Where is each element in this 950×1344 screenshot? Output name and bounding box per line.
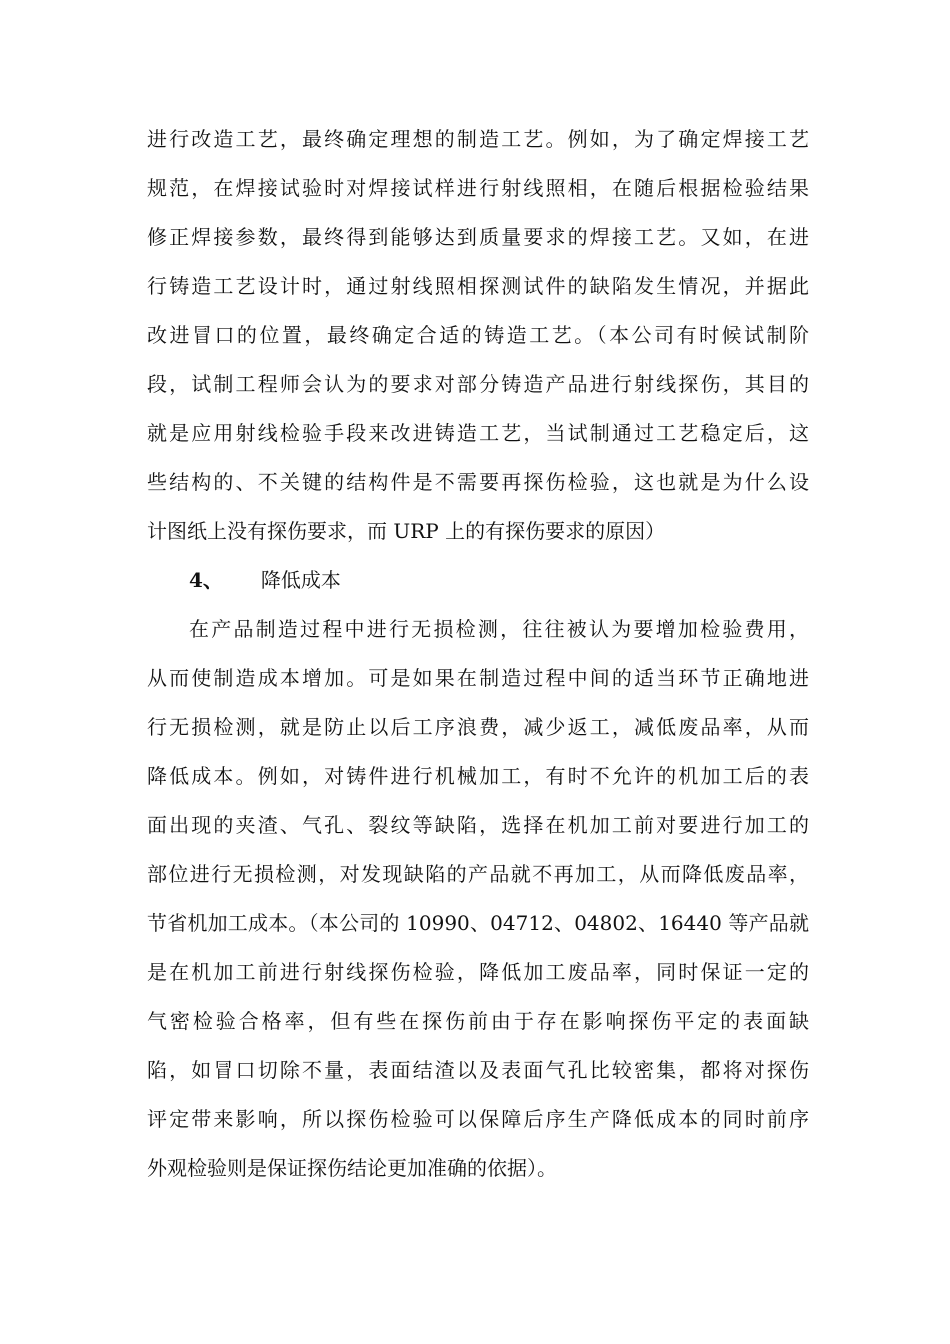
text-line: 修正焊接参数，最终得到能够达到质量要求的焊接工艺。又如，在进 xyxy=(147,225,809,249)
text-line: 计图纸上没有探伤要求，而 URP 上的有探伤要求的原因） xyxy=(147,519,666,543)
text-line: 降低成本。例如，对铸件进行机械加工，有时不允许的机加工后的表 xyxy=(147,764,809,788)
text-line: 行无损检测，就是防止以后工序浪费，减少返工，减低废品率，从而 xyxy=(147,715,809,739)
text-line: 行铸造工艺设计时，通过射线照相探测试件的缺陷发生情况，并据此 xyxy=(147,274,809,298)
text-line: 规范，在焊接试验时对焊接试样进行射线照相，在随后根据检验结果 xyxy=(147,176,809,200)
text-line: 评定带来影响，所以探伤检验可以保障后序生产降低成本的同时前序 xyxy=(147,1107,809,1131)
text-line: 在产品制造过程中进行无损检测，往往被认为要增加检验费用， xyxy=(189,617,809,641)
text-line: 节省机加工成本。（本公司的 10990、04712、04802、16440 等产品就 xyxy=(147,911,809,935)
section-number: 4、 xyxy=(189,568,223,592)
text-line: 陷，如冒口切除不量，表面结渣以及表面气孔比较密集，都将对探伤 xyxy=(147,1058,809,1082)
section-heading xyxy=(147,556,809,605)
document-body xyxy=(147,115,809,1193)
text-line: 改进冒口的位置，最终确定合适的铸造工艺。（本公司有时候试制阶 xyxy=(147,323,809,347)
text-line: 进行改造工艺，最终确定理想的制造工艺。例如，为了确定焊接工艺 xyxy=(147,127,809,151)
text-line: 面出现的夹渣、气孔、裂纹等缺陷，选择在机加工前对要进行加工的 xyxy=(147,813,809,837)
text-line: 气密检验合格率，但有些在探伤前由于存在影响探伤平定的表面缺 xyxy=(147,1009,809,1033)
text-line: 外观检验则是保证探伤结论更加准确的依据）。 xyxy=(147,1156,557,1180)
section-title: 降低成本 xyxy=(260,568,341,592)
text-line: 是在机加工前进行射线探伤检验，降低加工废品率，同时保证一定的 xyxy=(147,960,809,984)
text-line: 些结构的、不关键的结构件是不需要再探伤检验，这也就是为什么设 xyxy=(147,470,809,494)
text-line: 部位进行无损检测，对发现缺陷的产品就不再加工，从而降低废品率， xyxy=(147,862,809,886)
paragraph-cost-reduction xyxy=(147,605,809,1193)
paragraph-process-improvement xyxy=(147,115,809,556)
text-line: 从而使制造成本增加。可是如果在制造过程中间的适当环节正确地进 xyxy=(147,666,809,690)
text-line: 段，试制工程师会认为的要求对部分铸造产品进行射线探伤，其目的 xyxy=(147,372,809,396)
text-line: 就是应用射线检验手段来改进铸造工艺，当试制通过工艺稳定后，这 xyxy=(147,421,809,445)
